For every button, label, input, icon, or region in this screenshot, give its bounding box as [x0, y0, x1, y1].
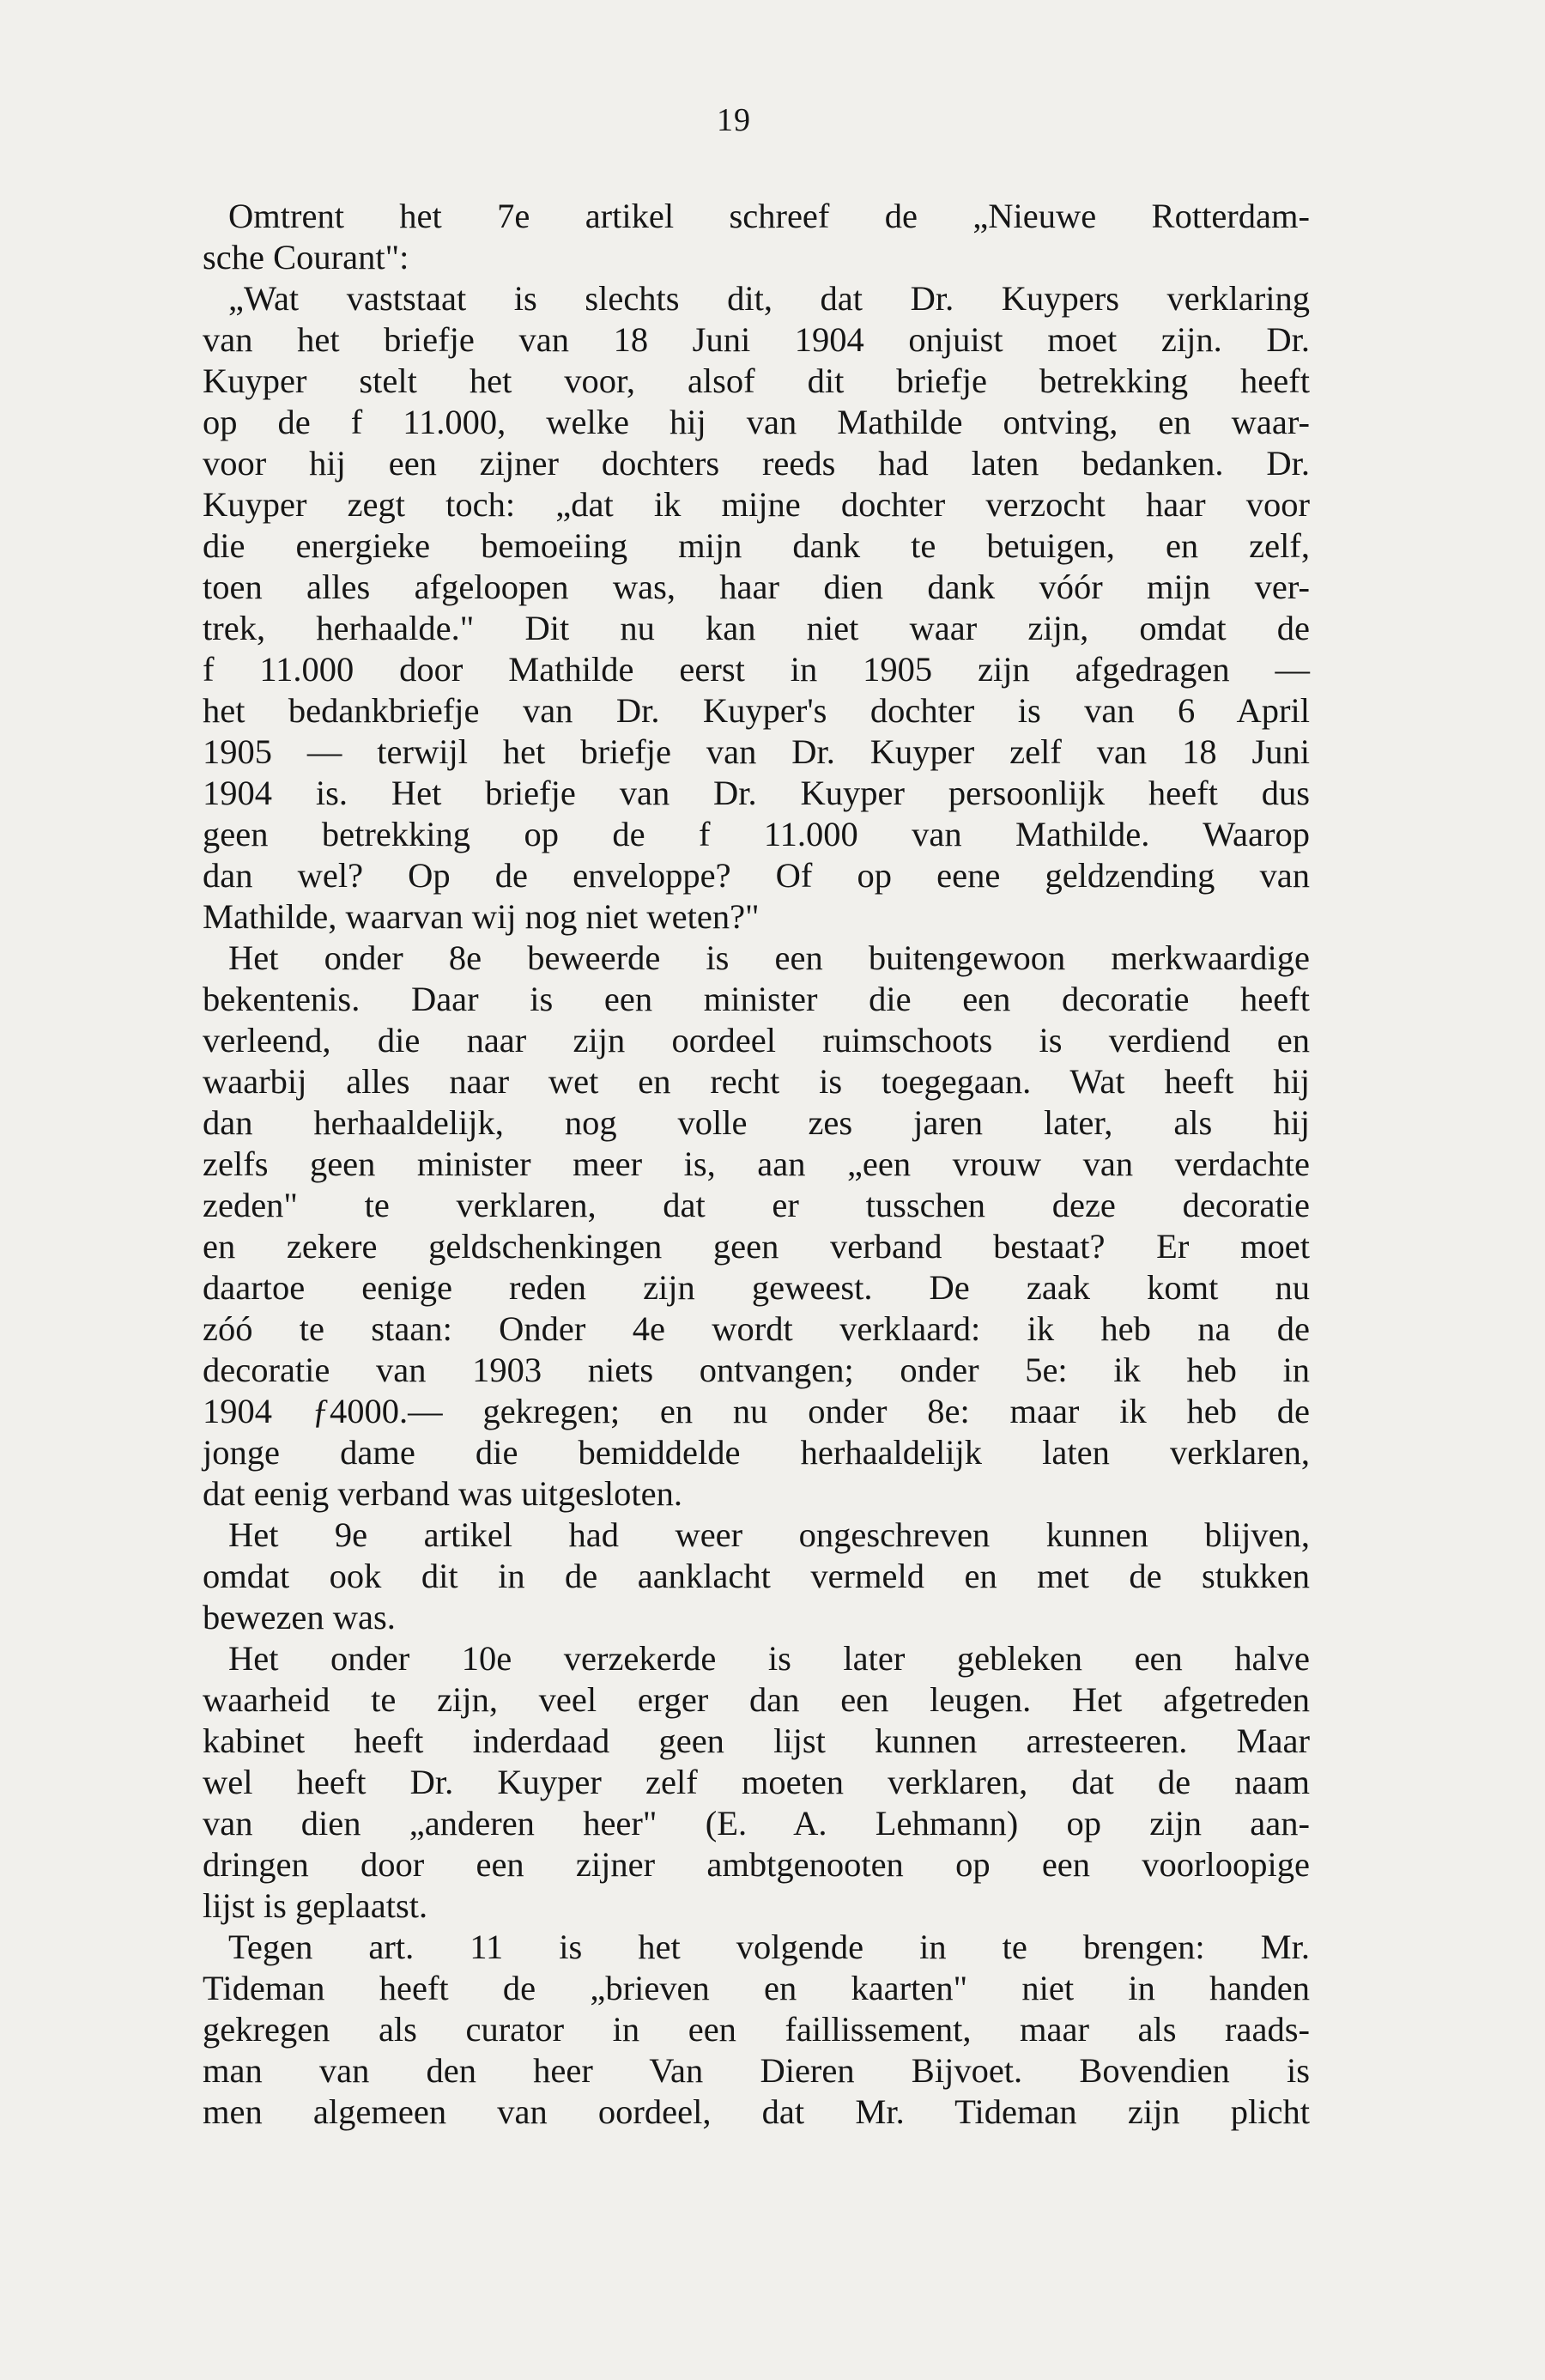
text-line: kabinet heeft inderdaad geen lijst kunnen arresteeren. Maar — [203, 1721, 1310, 1760]
text-line: dringen door een zijner ambtgenooten op een voorloopige — [203, 1845, 1310, 1884]
text-line: dat eenig verband was uitgesloten. — [203, 1474, 682, 1513]
text-line: dan herhaaldelijk, nog volle zes jaren later, als hij — [203, 1103, 1310, 1142]
text-line: waarheid te zijn, veel erger dan een leugen. Het afgetreden — [203, 1680, 1310, 1719]
text-line: Het 9e artikel had weer ongeschreven kunnen blijven, — [228, 1515, 1310, 1554]
text-line: toen alles afgeloopen was, haar dien dank vóór mijn ver- — [203, 568, 1310, 606]
text-line: f 11.000 door Mathilde eerst in 1905 zijn afgedragen — — [203, 650, 1310, 689]
text-line: „Wat vaststaat is slechts dit, dat Dr. Kuypers verklaring — [228, 279, 1310, 318]
text-line: die energieke bemoeiing mijn dank te betuigen, en zelf, — [203, 526, 1310, 565]
text-line: wel heeft Dr. Kuyper zelf moeten verklaren, dat de naam — [203, 1763, 1310, 1801]
text-line: sche Courant": — [203, 238, 409, 276]
text-line: trek, herhaalde." Dit nu kan niet waar zijn, omdat de — [203, 609, 1310, 647]
text-line: Tegen art. 11 is het volgende in te brengen: Mr. — [228, 1928, 1310, 1966]
text-line: jonge dame die bemiddelde herhaaldelijk laten verklaren, — [203, 1433, 1310, 1472]
text-line: zeden" te verklaren, dat er tusschen deze decoratie — [203, 1186, 1310, 1224]
text-line: Kuyper stelt het voor, alsof dit briefje betrekking heeft — [203, 361, 1310, 400]
text-line: van het briefje van 18 Juni 1904 onjuist moet zijn. Dr. — [203, 320, 1310, 359]
text-line: 1904 is. Het briefje van Dr. Kuyper persoonlijk heeft dus — [203, 774, 1310, 812]
text-line: zelfs geen minister meer is, aan „een vrouw van verdachte — [203, 1144, 1310, 1183]
text-line: het bedankbriefje van Dr. Kuyper's dochter is van 6 April — [203, 691, 1310, 730]
text-line: 1905 — terwijl het briefje van Dr. Kuyper zelf van 18 Juni — [203, 732, 1310, 771]
text-line: Tideman heeft de „brieven en kaarten" niet in handen — [203, 1969, 1310, 2007]
body-text — [203, 196, 1310, 2133]
text-line: bewezen was. — [203, 1598, 396, 1636]
text-line: en zekere geldschenkingen geen verband bestaat? Er moet — [203, 1227, 1310, 1266]
text-line: decoratie van 1903 niets ontvangen; onder 5e: ik heb in — [203, 1351, 1310, 1389]
page-number: 19 — [717, 102, 751, 138]
text-line: Kuyper zegt toch: „dat ik mijne dochter verzocht haar voor — [203, 485, 1310, 524]
text-line: van dien „anderen heer" (E. A. Lehmann) op zijn aan- — [203, 1804, 1310, 1843]
text-line: op de f 11.000, welke hij van Mathilde ontving, en waar- — [203, 403, 1310, 441]
text-line: verleend, die naar zijn oordeel ruimschoots is verdiend en — [203, 1021, 1310, 1059]
text-line: geen betrekking op de f 11.000 van Mathilde. Waarop — [203, 815, 1310, 853]
text-line: zóó te staan: Onder 4e wordt verklaard: ik heb na de — [203, 1309, 1310, 1348]
text-line: Omtrent het 7e artikel schreef de „Nieuwe Rotterdam- — [228, 197, 1310, 235]
text-line: voor hij een zijner dochters reeds had laten bedanken. Dr. — [203, 444, 1310, 483]
text-line: daartoe eenige reden zijn geweest. De zaak komt nu — [203, 1268, 1310, 1307]
text-line: lijst is geplaatst. — [203, 1886, 428, 1925]
text-line: gekregen als curator in een faillissement, maar als raads- — [203, 2010, 1310, 2049]
text-line: waarbij alles naar wet en recht is toegegaan. Wat heeft hij — [203, 1062, 1310, 1101]
text-line: Het onder 8e beweerde is een buitengewoon merkwaardige — [228, 938, 1310, 977]
text-line: men algemeen van oordeel, dat Mr. Tideman zijn plicht — [203, 2092, 1310, 2131]
text-line: omdat ook dit in de aanklacht vermeld en met de stukken — [203, 1557, 1310, 1595]
text-line: dan wel? Op de enveloppe? Of op eene geldzending van — [203, 856, 1310, 895]
text-line: 1904 ƒ4000.— gekregen; en nu onder 8e: maar ik heb de — [203, 1392, 1310, 1430]
text-line: Mathilde, waarvan wij nog niet weten?" — [203, 897, 760, 936]
text-line: man van den heer Van Dieren Bijvoet. Bovendien is — [203, 2051, 1310, 2090]
text-line: Het onder 10e verzekerde is later gebleken een halve — [228, 1639, 1310, 1678]
text-line: bekentenis. Daar is een minister die een decoratie heeft — [203, 980, 1310, 1018]
